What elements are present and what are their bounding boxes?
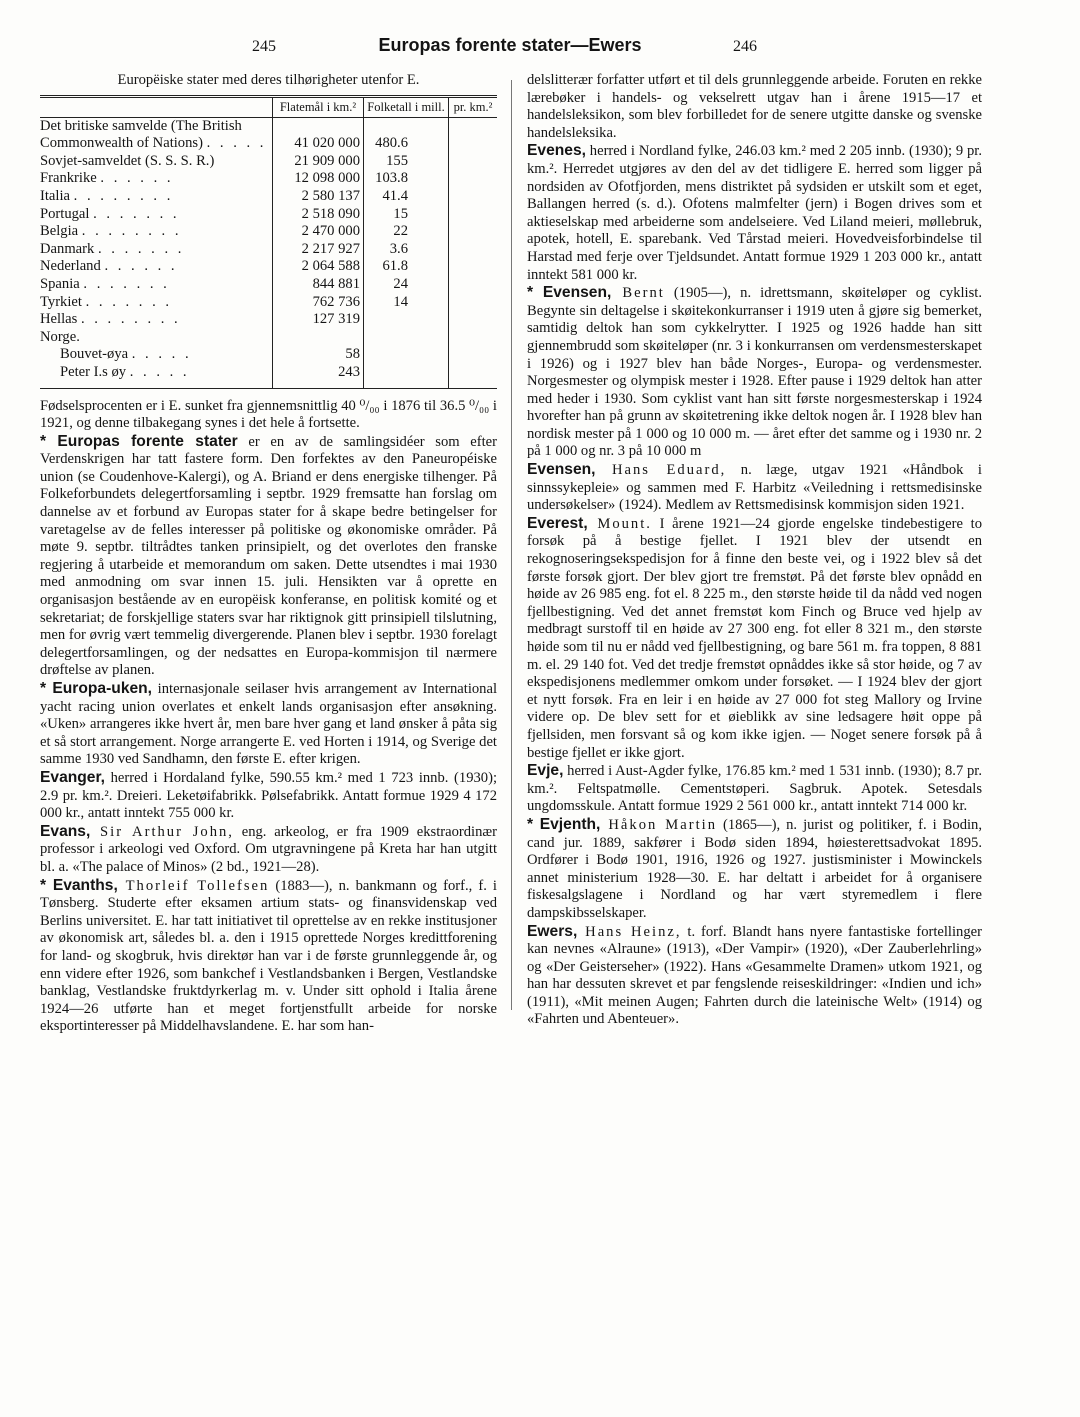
area-cell [273, 329, 364, 347]
entry-paragraph [527, 515, 982, 762]
entry-paragraph [527, 816, 982, 923]
area-cell: 2 580 137 [273, 188, 364, 206]
area-cell: 844 881 [273, 276, 364, 294]
area-cell: 127 319 [273, 311, 364, 329]
state-name: Norge. [40, 328, 80, 345]
population-cell: 103.8 [364, 170, 449, 188]
entry-text: t. forf. Blandt hans nyere fantastiske fortellinger kan nevnes «Alraune» (1913), «Der Vampir» (1920), «Der Zauberlehrling» og «Der Geisterseher» (1922). Hans «Gesammelte Dramen» utkom 1921, og han har dessuten skrevet et par fengslende reiseskildringer: «Indien und ich» (1911), «Mit meinen Augen; Fahrten durch die lateinische Welt» (1914) og «Fahrten und Abenteuer». [527, 923, 982, 1028]
density-cell [449, 117, 498, 153]
density-cell [449, 346, 498, 364]
table-row [40, 258, 497, 276]
area-cell: 2 518 090 [273, 206, 364, 224]
page-header [0, 35, 1080, 66]
state-name-cell [40, 117, 273, 153]
entry-spaced-name: Hans Heinz, [577, 923, 682, 940]
entry-spaced-name: Bernt [611, 285, 665, 302]
table-row [40, 117, 497, 153]
table-row [40, 346, 497, 364]
entry-text: delslitterær forfatter utført et til dels grunnleggende arbeide. Foruten en rekke lærebøker i handels- og vekselrett utgav han i årene 1915—17 et handelsleksikon, som blev forbilledet for de senere utgitte danske og svenske handelsleksika. [527, 72, 982, 141]
density-cell [449, 170, 498, 188]
table-body [40, 117, 497, 388]
entry-spaced-name: Mount. [587, 515, 652, 532]
states-table [40, 95, 497, 389]
area-cell: 41 020 000 [273, 117, 364, 153]
table-row [40, 241, 497, 259]
right-column [527, 72, 982, 1029]
entry-headword: * Evensen, [527, 284, 612, 302]
table-header-density: pr. km.² [449, 96, 498, 117]
entry-text: eng. arkeolog, er fra 1909 ekstraordinær professor i arkeologi ved Oxford. Om utgravningene på Kreta har han utgitt bl. a. «The palace of Minos» (2 bd., 1921—28). [40, 823, 497, 875]
entry-paragraph [527, 72, 982, 142]
density-cell [449, 329, 498, 347]
area-cell: 2 470 000 [273, 223, 364, 241]
population-cell [364, 329, 449, 347]
leader-dots: . . . . . . . [97, 240, 185, 257]
entry-headword: Everest, [527, 514, 588, 532]
entry-spaced-name: Sir Arthur John, [90, 823, 234, 840]
entry-headword: * Europas forente stater [40, 432, 238, 450]
entry-paragraph [40, 398, 497, 433]
state-name-cell [40, 364, 273, 388]
column-divider [511, 80, 512, 1010]
entry-spaced-name: Hans Eduard, [595, 462, 727, 479]
entry-spaced-name: Håkon Martin [600, 816, 718, 833]
population-cell: 22 [364, 223, 449, 241]
state-name: Portugal [40, 205, 90, 222]
population-cell: 155 [364, 153, 449, 171]
density-cell [449, 276, 498, 294]
entry-text: internasjonale seilaser hvis arrangement av International yacht racing union overlates et enkelt lands organisasjon efter ansøkning. «Uken» arrangeres ikke hvert år, men bare hver gang et land ønsker å påta sig et så stort arrangement. Norge arrangerte E. ved Horten i 1914, og Sverige det samme 1930 ved Sandhamn, den første E. efter krigen. [40, 681, 498, 768]
state-name: Italia [40, 187, 70, 204]
leader-dots: . . . . . [206, 135, 267, 152]
entry-paragraph [527, 461, 982, 515]
density-cell [449, 241, 498, 259]
density-cell [449, 294, 498, 312]
leader-dots: . . . . . . . [85, 293, 173, 310]
entry-text: er en av de samlingsidéer som efter Verdenskrigen har tatt fastere form. Den forfektes av den Paneuropéiske union (se Coudenhove-Kalergi), og A. Briand er dens energiske tilhenger. På Folkeforbundets delegertforsamling i septbr. 1929 fremsatte han forslag om dannelse av et forbund av Europas stater for å skape bedre betingelser for varetagelse av de felles interesser på politiske og økonomiske områder. På møte 9. septbr. tiltrådtes tanken prinsipielt, og det overlotes den franske regjering å utarbeide et memorandum om saken. Dette utsendtes i mai 1930 med anmodning om svar innen 15. juli. Hensikten var å oprette en organisasjon bestående av en europëisk konferanse, en politisk komité og et sekretariat; de forskjellige staters svar har riktignok gitt prinsipiell tilslutning, men for øvrig vært temmelig divergerende. Planen blev i septbr. 1930 forelagt delegertforsamlingen, og der nedsattes en Europa-kommisjon til nærmere drøftelse av planen. [40, 433, 497, 679]
population-cell: 41.4 [364, 188, 449, 206]
running-title: Europas forente stater—Ewers [378, 35, 642, 55]
entry-paragraph [40, 680, 497, 769]
state-name: Hellas [40, 311, 78, 328]
density-cell [449, 188, 498, 206]
entry-paragraph [40, 433, 497, 680]
state-name-cell [40, 206, 273, 224]
table-header-row [40, 96, 497, 117]
area-cell: 12 098 000 [273, 170, 364, 188]
leader-dots: . . . . . . . . [80, 311, 181, 328]
state-name: Frankrike [40, 170, 97, 187]
state-name-cell [40, 153, 273, 171]
entry-text: herred i Aust-Agder fylke, 176.85 km.² med 1 531 innb. (1930); 8.7 pr. km.². Feltspatmølle. Cementstøperi. Sagbruk. Apotek. Setesdals ungdomsskule. Antatt formue 1929 2 561 000 kr., antatt inntekt 714 000 kr. [527, 763, 982, 815]
state-name: Belgia [40, 223, 79, 240]
table-row [40, 311, 497, 329]
entry-headword: Evensen, [527, 461, 596, 479]
state-name-cell [40, 311, 273, 329]
state-name-cell [40, 329, 273, 347]
area-cell: 762 736 [273, 294, 364, 312]
entry-text: (1905—), n. idrettsmann, skøiteløper og cyklist. Begynte sin deltagelse i skøitekonkurranser i 1919 uten å gjøre sig bemerket, samtidig deltok han som cykkelrytter. I 1925 og 1926 hadde han sitt gjennembrudd som skøiteløper (nr. 3 i konkurransen om verdensmesterskapet i 1926) og i 1927 blev han både Norges-, Europa- og verdensmester. Norgesmester og olympisk mester i 1928. Efter pause i 1929 deltok han atter med heder i 1930. Som cyklist vant han sitt første norgesmesterskap i 1924 hvorefter han på grunn av skøitetrening ikke deltok nogen år. I 1928 blev han nordisk mester på 1 000 og 10 000 m. — året efter det samme og i 1930 nr. 2 på 1 000 og nr. 3 på 10 000 m [527, 285, 982, 460]
entry-text: n. læge, utgav 1921 «Håndbok i sinnssykepleie» og sammen med F. Harbitz «Veiledning i rettsmedisinske undersøkelser» (1924). Medlem av Rettsmedisinsk kommisjon siden 1921. [527, 462, 982, 514]
entry-text: Fødselsprocenten er i E. sunket fra gjennemsnittlig 40 ⁰/₀₀ i 1876 til 36.5 ⁰/₀₀ i 1921, og denne tilbakegang synes i det hele å fortsette. [40, 397, 497, 432]
state-name: Peter I.s øy [60, 363, 127, 380]
entry-headword: * Europa-uken, [40, 680, 153, 697]
entry-headword: Evans, [40, 822, 91, 840]
state-name: Sovjet-samveldet (S. S. S. R.) [40, 152, 215, 169]
table-header-area: Flatemål i km.² [273, 96, 364, 117]
entry-text: I årene 1921—24 gjorde engelske tindebestigere to forsøk på å bestige fjellet. I 1921 blev der utsendt en rekognoseringsekspedisjon for å finne den beste vei, og i 1922 blev så det første forsøk gjort. Der blev gjort tre fremstøt. På det første blev opnådd en høide av 26 985 eng. fot el. 8 225 m., den største høide til da nådd ved nogen fjellbestigning. Ved det annet fremstøt kom Finch og Bruce ved hjelp av medbragt surstoff til en høide av 27 300 eng. fot eller 8 321 m., den største høide som til nu er nådd ved fjellbestigning, og bare 561 m. fra toppen, 8 881 m. el. 29 140 fot. Ved det tredje fremstøt opnåddes ikke så stor høide, og 7 av ekspedisjonens medlemmer omkom under forsøket. — I 1924 blev der gjort et nytt forsøk. Fra en leir i en høide av 27 000 fot steg Mallory og Irvine videre op. De blev sett for et øieblikk av sine ledsagere høit oppe på fjellsiden, men forsvant så og kom ikke igjen. — Noget senere forsøk på å bestige fjellet er ikke gjort. [527, 515, 982, 761]
table-header-name [40, 96, 273, 117]
population-cell: 15 [364, 206, 449, 224]
entry-headword: Evje, [527, 762, 564, 780]
state-name: Tyrkiet [40, 293, 82, 310]
entry-text: herred i Nordland fylke, 246.03 km.² med 2 205 innb. (1930); 9 pr. km.². Herredet utgjøres av den del av det tidligere E. herred som ligger på nordsiden av Ofotfjorden, mens distriktet på sydsiden er utskilt som et eget, Ballangen herred (s. d.). Ofotens malmfelter (jern) i Bogen drives som et aktieselskap med arbeiderne som andelseiere. Ved Liland meieri, møllebruk, apotek, hotell, E. sparebank. Ved Tårstad meieri. Hovedveisforbindelse til Harstad med ferje over Tjeldsundet. Antatt formue 1929 1 203 000 kr., antatt inntekt 581 000 kr. [527, 143, 982, 283]
entry-paragraph [527, 284, 982, 461]
state-name-cell [40, 294, 273, 312]
entry-headword: * Evanths, [40, 876, 118, 894]
state-name: Danmark [40, 240, 95, 257]
population-cell: 61.8 [364, 258, 449, 276]
entry-headword: Evanger, [40, 768, 106, 786]
population-cell: 480.6 [364, 117, 449, 153]
density-cell [449, 364, 498, 388]
state-name: Bouvet-øya [60, 346, 129, 363]
entry-headword: * Evjenth, [527, 815, 601, 833]
entry-text: (1865—), n. jurist og politiker, f. i Bodin, cand jur. 1889, sakfører i Bodø siden 1894, høiesterettsadvokat 1895. Ordfører i Bodø 1901, 1916, 1926 og 1927. justisminister i Mowinckels annet ministerium 1928—30. E. har deltatt i arbeidet for å organisere fiskesalgslagene i Nordland og har vært styremedlem i flere dampskibsselskaper. [527, 816, 982, 921]
entry-paragraph [527, 923, 982, 1030]
population-cell [364, 346, 449, 364]
state-name-cell [40, 241, 273, 259]
table-row [40, 153, 497, 171]
entry-paragraph [40, 769, 497, 823]
table-caption: Europëiske stater med deres tilhørigheter utenfor E. [117, 72, 420, 88]
area-cell: 243 [273, 364, 364, 388]
leader-dots: . . . . . . [100, 170, 174, 187]
leader-dots: . . . . . . . [93, 205, 180, 222]
table-row [40, 276, 497, 294]
leader-dots: . . . . . . . [83, 275, 170, 292]
population-cell [364, 311, 449, 329]
density-cell [449, 206, 498, 224]
density-cell [449, 223, 498, 241]
page-number-right: 246 [733, 38, 757, 55]
population-cell [364, 364, 449, 388]
table-row [40, 294, 497, 312]
state-name: Nederland [40, 258, 101, 275]
leader-dots: . . . . . . . . [81, 223, 182, 240]
table-row [40, 364, 497, 388]
state-name-cell [40, 188, 273, 206]
left-entries [40, 398, 497, 1036]
entry-text: herred i Hordaland fylke, 590.55 km.² med 1 723 innb. (1930); 2.9 pr. km.². Dreieri. Leketøifabrikk. Pølsefabrikk. Antatt formue 1929 4 172 000 kr., antatt inntekt 755 000 kr. [40, 769, 497, 822]
table-row [40, 329, 497, 347]
area-cell: 2 064 588 [273, 258, 364, 276]
page-number-left: 245 [252, 38, 276, 55]
entry-paragraph [527, 762, 982, 816]
table-header-population: Folketall i mill. [364, 96, 449, 117]
state-name: Det britiske samvelde (The British Commonwealth of Nations) [40, 117, 242, 152]
population-cell: 24 [364, 276, 449, 294]
population-cell: 3.6 [364, 241, 449, 259]
area-cell: 21 909 000 [273, 153, 364, 171]
density-cell [449, 258, 498, 276]
left-column [40, 72, 497, 1036]
state-name-cell [40, 346, 273, 364]
table-row [40, 223, 497, 241]
state-name-cell [40, 223, 273, 241]
entry-text: (1883—), n. bankmann og forf., f. i Tønsberg. Studerte efter eksamen artium stats- og finansvidenskap ved Berlins universitet. E. har tatt initiativet til oprettelse av en rekke institusjoner av økonomisk art, således bl. a. den i 1915 oprettede Norges kredittforening for land- og skogbruk, hvis direktør han var i de første grunnleggende år, og enn videre efter 1926, som bankchef i Vestlandsbanken i Bergen, Vestlandske banklag, Vestlandske fruktdyrkerlag m. v. Under sitt ophold i Italia årene 1924—26 utførte han et meget fortjenstfullt arbeide for norske eksportinteresser på Middelhavslandene. E. har som han- [40, 877, 497, 1035]
leader-dots: . . . . . [131, 346, 192, 363]
density-cell [449, 311, 498, 329]
leader-dots: . . . . . . . . [73, 187, 174, 204]
area-cell: 58 [273, 346, 364, 364]
density-cell [449, 153, 498, 171]
table-row [40, 170, 497, 188]
entry-paragraph [40, 823, 497, 877]
right-entries [527, 72, 982, 1029]
table-row [40, 188, 497, 206]
entry-spaced-name: Thorleif Tollefsen [117, 877, 270, 894]
state-name: Spania [40, 275, 80, 292]
entry-headword: Ewers, [527, 922, 578, 940]
table-row [40, 206, 497, 224]
area-cell: 2 217 927 [273, 241, 364, 259]
state-name-cell [40, 258, 273, 276]
leader-dots: . . . . . . [104, 258, 178, 275]
entry-paragraph [527, 142, 982, 284]
entry-paragraph [40, 877, 497, 1036]
leader-dots: . . . . . [129, 363, 190, 380]
state-name-cell [40, 170, 273, 188]
entry-headword: Evenes, [527, 142, 586, 160]
population-cell: 14 [364, 294, 449, 312]
state-name-cell [40, 276, 273, 294]
